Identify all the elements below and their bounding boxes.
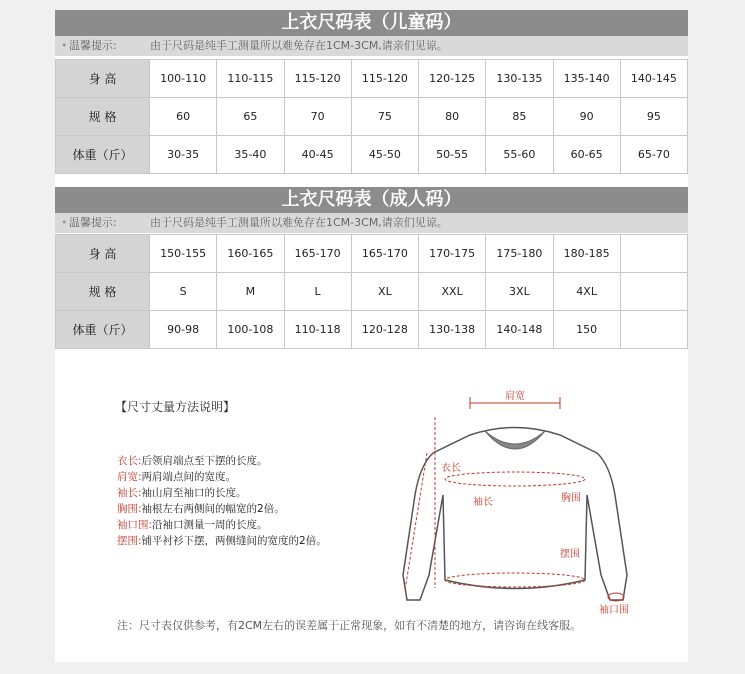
size-chart-page (55, 10, 688, 662)
kids-notice-label: 温馨提示: (69, 39, 117, 52)
table-cell: 100-108 (217, 311, 284, 349)
table-cell: 130-138 (419, 311, 486, 349)
def-item (117, 501, 327, 517)
kids-notice (55, 36, 688, 56)
label-hem: 摆围 (560, 549, 580, 560)
table-cell: 90 (553, 98, 620, 136)
adult-notice (55, 213, 688, 233)
table-cell: 30-35 (150, 136, 217, 174)
table-cell: 60-65 (553, 136, 620, 174)
table-cell: 50-55 (419, 136, 486, 174)
table-cell: 135-140 (553, 60, 620, 98)
def-key: 摆围: (117, 535, 142, 547)
row-head: 身 高 (56, 60, 150, 98)
table-cell: 3XL (486, 273, 553, 311)
table-cell: 65 (217, 98, 284, 136)
shirt-diagram (365, 375, 665, 615)
kids-title: 上衣尺码表（儿童码） (55, 10, 688, 36)
table-cell: 165-170 (351, 235, 418, 273)
table-cell: 40-45 (284, 136, 351, 174)
table-cell: 150 (553, 311, 620, 349)
table-cell: 130-135 (486, 60, 553, 98)
def-key: 衣长: (117, 455, 142, 467)
table-cell: 35-40 (217, 136, 284, 174)
row-head: 规 格 (56, 98, 150, 136)
table-row (56, 311, 688, 349)
adult-notice-text: 由于尺码是纯手工测量所以难免存在1CM-3CM,请亲们见谅。 (150, 216, 448, 229)
table-cell: 110-118 (284, 311, 351, 349)
shirt-outline (403, 428, 627, 601)
def-text: 沿袖口测量一周的长度。 (152, 519, 268, 531)
table-cell: 95 (620, 98, 687, 136)
table-cell: 60 (150, 98, 217, 136)
adult-size-table (55, 234, 688, 349)
notice-dot-icon: • (61, 39, 68, 52)
measure-definitions (117, 453, 327, 549)
table-cell: 160-165 (217, 235, 284, 273)
def-text: 后领肩端点至下摆的长度。 (141, 455, 268, 467)
table-cell (620, 235, 687, 273)
def-item (117, 533, 327, 549)
measure-section (55, 355, 688, 662)
def-key: 肩宽: (117, 471, 142, 483)
label-chest: 胸围 (561, 493, 581, 504)
measure-title: 【尺寸丈量方法说明】 (115, 400, 236, 414)
kids-size-table (55, 59, 688, 174)
table-row (56, 235, 688, 273)
def-key: 胸围: (117, 503, 142, 515)
table-cell: XL (351, 273, 418, 311)
table-cell: M (217, 273, 284, 311)
table-row (56, 136, 688, 174)
table-cell: L (284, 273, 351, 311)
table-cell: 70 (284, 98, 351, 136)
adult-notice-label: 温馨提示: (69, 216, 117, 229)
table-cell: 140-148 (486, 311, 553, 349)
def-item (117, 453, 327, 469)
measure-note: 注：尺寸表仅供参考，有2CM左右的误差属于正常现象，如有不清楚的地方，请咨询在线客服。 (117, 619, 582, 632)
table-cell: 180-185 (553, 235, 620, 273)
row-head: 体重（斤） (56, 311, 150, 349)
table-cell: XXL (419, 273, 486, 311)
table-row (56, 98, 688, 136)
table-cell: 4XL (553, 273, 620, 311)
row-head: 体重（斤） (56, 136, 150, 174)
table-cell: 120-128 (351, 311, 418, 349)
table-cell: 110-115 (217, 60, 284, 98)
def-key: 袖长: (117, 487, 142, 499)
adult-title: 上衣尺码表（成人码） (55, 187, 688, 213)
table-row (56, 273, 688, 311)
label-cuff: 袖口围 (599, 605, 629, 615)
def-item (117, 517, 327, 533)
table-cell: 75 (351, 98, 418, 136)
def-text: 两肩端点间的宽度。 (141, 471, 237, 483)
table-cell: 100-110 (150, 60, 217, 98)
table-cell: 55-60 (486, 136, 553, 174)
label-shoulder: 肩宽 (505, 391, 525, 402)
table-cell: 170-175 (419, 235, 486, 273)
row-head: 规 格 (56, 273, 150, 311)
table-cell: 90-98 (150, 311, 217, 349)
table-cell: 175-180 (486, 235, 553, 273)
table-cell: 80 (419, 98, 486, 136)
row-head: 身 高 (56, 235, 150, 273)
table-cell: 115-120 (351, 60, 418, 98)
def-text: 袖山肩至袖口的长度。 (141, 487, 247, 499)
label-length: 衣长 (441, 463, 461, 474)
kids-notice-text: 由于尺码是纯手工测量所以难免存在1CM-3CM,请亲们见谅。 (150, 39, 448, 52)
def-text: 铺平衬衫下摆，两侧缝间的宽度的2倍。 (141, 535, 327, 547)
def-item (117, 485, 327, 501)
notice-dot-icon: • (61, 216, 68, 229)
table-cell (620, 273, 687, 311)
label-sleeve: 袖长 (473, 497, 493, 508)
def-key: 袖口围: (117, 519, 153, 531)
table-cell: 85 (486, 98, 553, 136)
table-cell (620, 311, 687, 349)
table-cell: 120-125 (419, 60, 486, 98)
table-cell: 45-50 (351, 136, 418, 174)
table-cell: 150-155 (150, 235, 217, 273)
table-cell: 65-70 (620, 136, 687, 174)
table-cell: 115-120 (284, 60, 351, 98)
def-text: 袖根左右两侧间的幅宽的2倍。 (141, 503, 285, 515)
table-cell: S (150, 273, 217, 311)
table-cell: 165-170 (284, 235, 351, 273)
table-cell: 140-145 (620, 60, 687, 98)
table-row (56, 60, 688, 98)
def-item (117, 469, 327, 485)
